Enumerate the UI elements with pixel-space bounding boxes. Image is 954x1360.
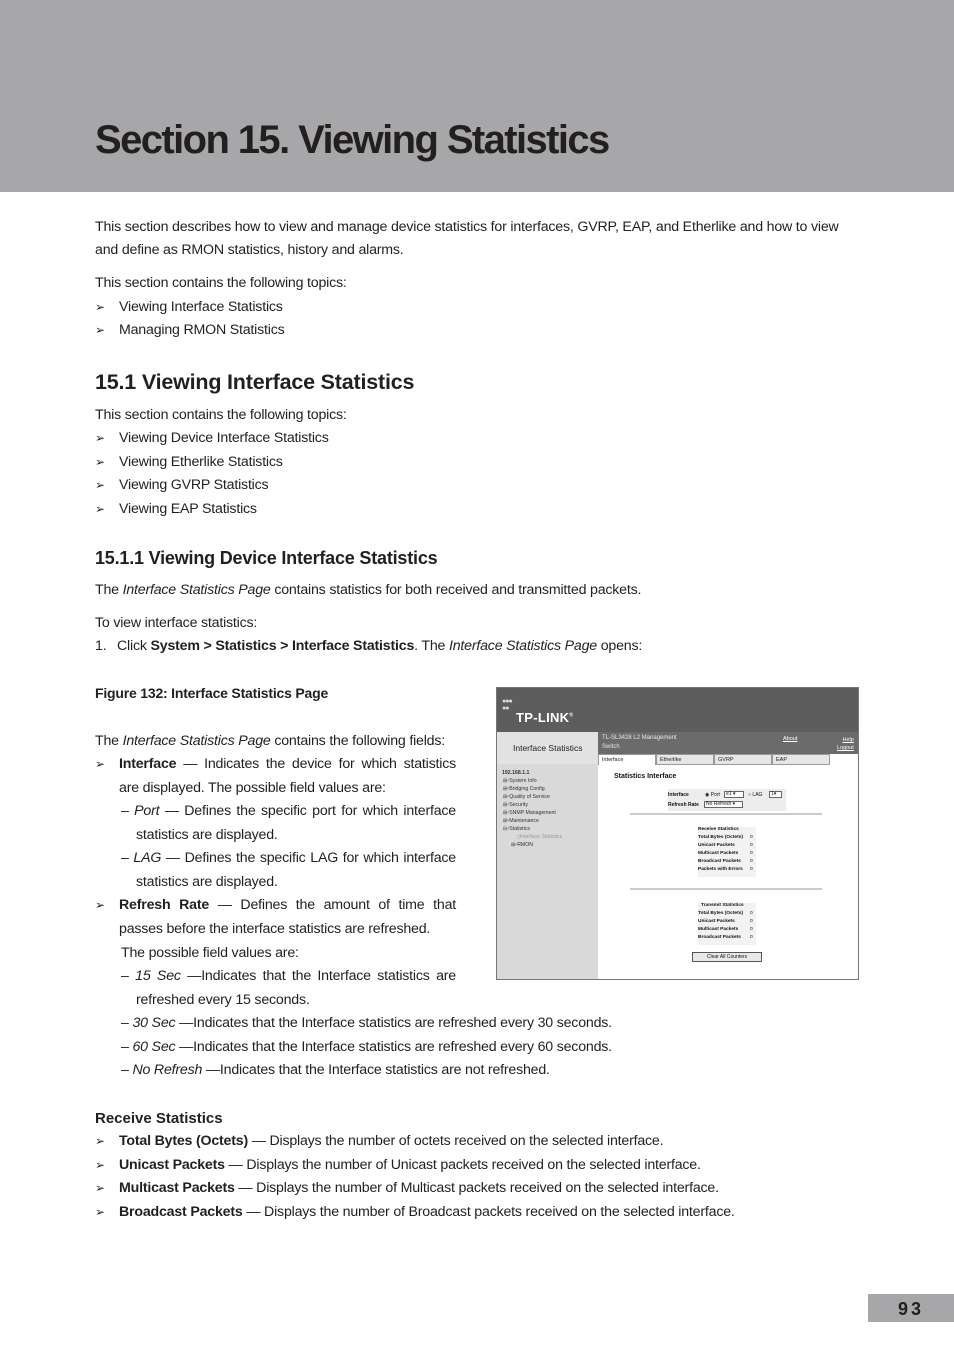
table-row: Unicast Packets	[698, 919, 735, 924]
page-number: 93	[898, 1299, 925, 1319]
folder-icon: ⊞▫	[503, 786, 510, 792]
section-title: Section 15. Viewing Statistics	[95, 118, 609, 162]
arrow-bullet-icon: ➢	[95, 1205, 105, 1219]
arrow-bullet-icon: ➢	[95, 478, 105, 492]
arrow-bullet-icon: ➢	[95, 431, 105, 445]
fields-intro: The Interface Statistics Page contains the following fields:	[95, 733, 445, 749]
tree-item-snmp[interactable]: ⊞▫SNMP Management	[503, 810, 556, 816]
arrow-bullet-icon: ➢	[95, 1181, 105, 1195]
refresh-field-line-1: ➢ Refresh Rate — Defines the amount of time that	[119, 894, 456, 917]
heading-15-1: 15.1 Viewing Interface Statistics	[95, 370, 415, 394]
tab-interface[interactable]: Interface	[598, 754, 656, 765]
table-row: Packets with Errors	[698, 867, 743, 872]
folder-icon: ⊞▫	[503, 778, 510, 784]
list-item: ➢ Managing RMON Statistics	[95, 319, 285, 342]
tree-item-system-info[interactable]: ⊞▫System Info	[503, 778, 537, 784]
lag-radio[interactable]: ○ LAG	[748, 792, 763, 798]
value-60sec: – 60 Sec —Indicates that the Interface statistics are refreshed every 60 seconds.	[121, 1039, 612, 1055]
tree-item-rmon[interactable]: ⊞▫RMON	[511, 842, 534, 848]
arrow-bullet-icon: ➢	[95, 898, 105, 912]
divider	[630, 888, 822, 890]
table-row: Total Bytes (Octets)	[698, 911, 743, 916]
table-row: Multicast Packets	[698, 851, 739, 856]
heading-15-1-1: 15.1.1 Viewing Device Interface Statistics	[95, 548, 438, 568]
statistics-interface-title: Statistics Interface	[614, 773, 677, 780]
interface-statistics-screenshot	[496, 687, 859, 980]
list-item: ➢ Viewing Device Interface Statistics	[95, 427, 329, 450]
header-band	[0, 0, 954, 192]
arrow-bullet-icon: ➢	[95, 300, 105, 314]
value-15sec-line-2: refreshed every 15 seconds.	[136, 992, 310, 1008]
folder-icon: ⊞▫	[503, 802, 510, 808]
arrow-bullet-icon: ➢	[95, 455, 105, 469]
logout-link[interactable]: Logout	[837, 745, 854, 751]
intro-line-1: This section describes how to view and manage device statistics for interfaces, GVRP, EAP, and Etherlike and how to view	[95, 219, 839, 235]
tree-item-interface-statistics[interactable]: ▯Interface Statistics	[517, 834, 563, 840]
interface-field-line-2: are displayed. The possible field values are:	[119, 780, 386, 796]
help-logout-links	[837, 736, 854, 752]
port-value-line-1: – Port — Defines the specific port for which interface	[121, 803, 456, 819]
list-item: ➢ Broadcast Packets — Displays the number of Broadcast packets received on the selected interface.	[95, 1201, 735, 1224]
folder-icon: ⊞▫	[503, 818, 510, 824]
about-link[interactable]: About	[783, 736, 798, 742]
help-link[interactable]: Help	[842, 737, 854, 743]
tree-item-security[interactable]: ⊞▫Security	[503, 802, 528, 808]
refresh-rate-label: Refresh Rate	[668, 802, 699, 808]
value-no-refresh: – No Refresh —Indicates that the Interface statistics are not refreshed.	[121, 1062, 550, 1078]
refresh-field-line-3: The possible field values are:	[121, 945, 299, 961]
tree-item-qos[interactable]: ⊞▫Quality of Service	[503, 794, 550, 800]
tp-link-logo: TP-LINK®	[516, 710, 574, 725]
table-row: Total Bytes (Octets)	[698, 835, 743, 840]
divider	[630, 813, 822, 815]
s15-1-1-desc: The Interface Statistics Page contains statistics for both received and transmitted packets.	[95, 582, 642, 598]
s15-1-topics-label: This section contains the following topics:	[95, 407, 347, 423]
intro-line-2: and define as RMON statistics, history and alarms.	[95, 242, 404, 258]
list-item: ➢ Viewing Interface Statistics	[95, 296, 283, 319]
model-name: TL-SL3428 L2 Management Switch	[602, 735, 677, 750]
left-panel-header: Interface Statistics	[497, 732, 598, 764]
screenshot-main-panel	[598, 765, 858, 979]
table-row: Broadcast Packets	[698, 859, 741, 864]
value-30sec: – 30 Sec —Indicates that the Interface statistics are refreshed every 30 seconds.	[121, 1015, 612, 1031]
list-item: ➢ Unicast Packets — Displays the number of Unicast packets received on the selected interface.	[95, 1154, 701, 1177]
table-row: Broadcast Packets	[698, 935, 741, 940]
folder-icon: ⊞▫	[503, 810, 510, 816]
port-value-line-2: statistics are displayed.	[136, 827, 278, 843]
refresh-rate-select[interactable]: No Refresh ▾	[704, 801, 743, 808]
port-select[interactable]: e1 ▾	[724, 791, 744, 798]
arrow-bullet-icon: ➢	[95, 1134, 105, 1148]
folder-icon: ⊞▫	[511, 842, 518, 848]
receive-statistics-heading: Receive Statistics	[95, 1110, 223, 1127]
table-row: Unicast Packets	[698, 843, 735, 848]
folder-icon: ⊞▫	[503, 794, 510, 800]
list-item: ➢ Total Bytes (Octets) — Displays the number of octets received on the selected interface.	[95, 1130, 663, 1153]
clear-all-counters-button[interactable]: Clear All Counters	[692, 952, 762, 962]
tree-item-statistics[interactable]: ⊟▫Statistics	[503, 826, 530, 832]
interface-label: Interface	[668, 792, 689, 798]
value-15sec-line-1: – 15 Sec —Indicates that the Interface statistics are	[121, 968, 456, 984]
list-item: ➢ Viewing EAP Statistics	[95, 498, 257, 521]
list-item: ➢ Multicast Packets — Displays the number of Multicast packets received on the selected interface.	[95, 1177, 719, 1200]
tab-eap[interactable]: EAP	[772, 754, 830, 765]
lag-select[interactable]: 1▾	[769, 791, 782, 798]
port-radio[interactable]: ◉ Port	[705, 792, 720, 798]
lag-value-line-2: statistics are displayed.	[136, 874, 278, 890]
arrow-bullet-icon: ➢	[95, 757, 105, 771]
tab-strip	[598, 754, 858, 765]
step-1: 1. Click System > Statistics > Interface Statistics. The Interface Statistics Page opens:	[95, 638, 643, 654]
to-view-label: To view interface statistics:	[95, 615, 258, 631]
intro-topics-label: This section contains the following topics:	[95, 275, 347, 291]
folder-open-icon: ⊟▫	[503, 826, 510, 832]
logo-dots-icon: ●●● ●●	[502, 698, 512, 712]
arrow-bullet-icon: ➢	[95, 1158, 105, 1172]
transmit-stats-box: Transmit Statistics Total Bytes (Octets) 0 Unicast Packets 0 Multicast Packets 0 Broadcast Packets 0	[698, 903, 756, 945]
figure-caption: Figure 132: Interface Statistics Page	[95, 685, 329, 701]
tab-etherlike[interactable]: Etherlike	[656, 754, 714, 765]
list-item: ➢ Viewing GVRP Statistics	[95, 474, 268, 497]
tree-item-maintenance[interactable]: ⊞▫Maintenance	[503, 818, 539, 824]
page-icon: ▯	[517, 834, 520, 840]
tree-root[interactable]: 192.168.1.1	[502, 770, 530, 776]
table-row: Multicast Packets	[698, 927, 739, 932]
interface-field-line-1: ➢ Interface — Indicates the device for which statistics	[119, 753, 456, 776]
controls-box	[668, 789, 786, 811]
tree-item-bridging[interactable]: ⊞▫Bridging Config	[503, 786, 545, 792]
lag-value-line-1: – LAG — Defines the specific LAG for which interface	[121, 850, 457, 866]
list-item: ➢ Viewing Etherlike Statistics	[95, 451, 283, 474]
refresh-field-line-2: passes before the interface statistics are refreshed.	[119, 921, 431, 937]
receive-stats-box: Receive Statistics Total Bytes (Octets) 0 Unicast Packets 0 Multicast Packets 0 Broadcast Packets 0 Packets with Errors 0	[698, 827, 756, 877]
tab-gvrp[interactable]: GVRP	[714, 754, 772, 765]
arrow-bullet-icon: ➢	[95, 502, 105, 516]
arrow-bullet-icon: ➢	[95, 323, 105, 337]
